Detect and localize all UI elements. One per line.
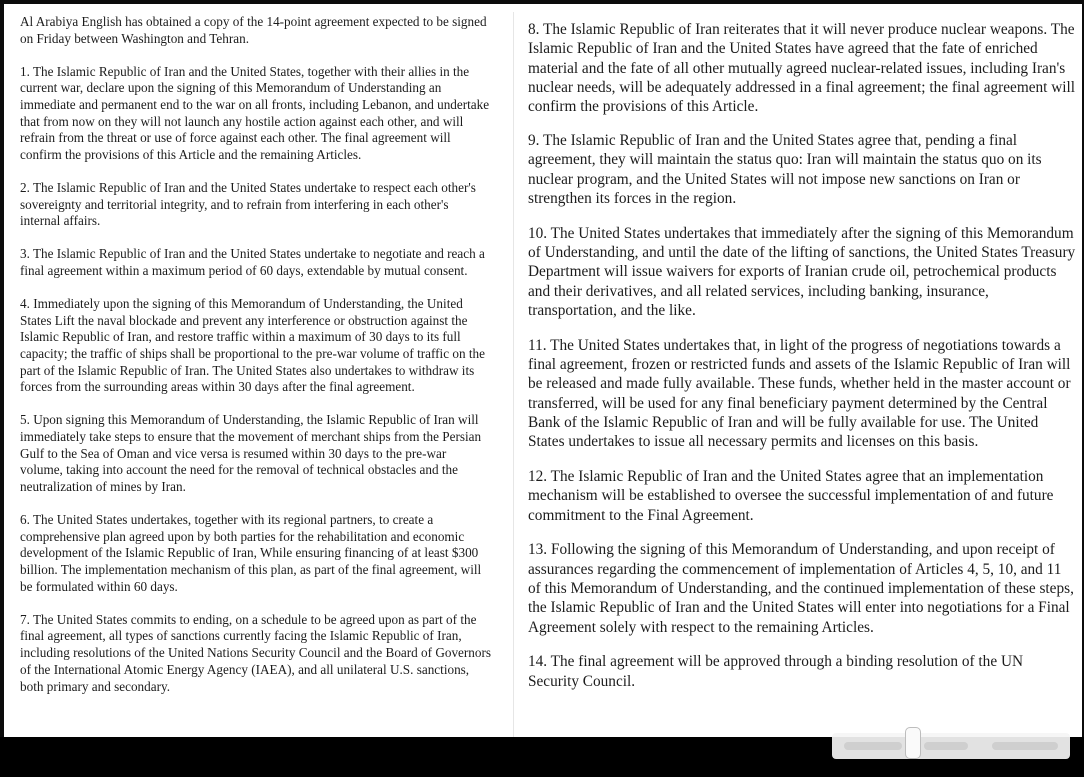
article-5: 5. Upon signing this Memorandum of Understanding, the Islamic Republic of Iran will immediately take steps to ensure that the movement of merchant ships from the Persian Gulf to the Sea of Oman and vice versa is resumed within 30 days to the pre-war volume, taking into account the need for the removal of technical obstacles and the neutralization of mines by Iran. (20, 412, 482, 495)
left-column (20, 14, 492, 711)
article-12: 12. The Islamic Republic of Iran and the United States agree that an implementation mechanism will be established to oversee the successful implementation of and future commitment to the Final Agreement. (528, 467, 1054, 524)
article-7: 7. The United States commits to ending, on a schedule to be agreed upon as part of the final agreement, all types of sanctions currently facing the Islamic Republic of Iran, including resolutions of the United Nations Security Council and the Board of Governors of the International Atomic Energy Agency (IAEA), and all unilateral U.S. sanctions, both primary and secondary. (20, 611, 492, 694)
column-divider (513, 12, 514, 737)
article-1: 1. The Islamic Republic of Iran and the United States, together with their allies in the current war, declare upon the signing of this Memorandum of Understanding an immediate and permanent end to the war on all fronts, including Lebanon, and undertake that from now on they will not launch any hostile action against each other, and will refrain from the threat or use of force against each other. The final agreement will confirm the provisions of this Article and the remaining Articles. (20, 63, 490, 163)
document-page (4, 4, 1082, 737)
article-13: 13. Following the signing of this Memorandum of Understanding, and upon receipt of assurances regarding the commencement of implementation of Articles 4, 5, 10, and 11 of this Memorandum of Understanding, and the continued implementation of these steps, the Islamic Republic of Iran and the United States will enter into negotiations for a Final Agreement solely with respect to the remaining Articles. (528, 541, 1074, 636)
article-10: 10. The United States undertakes that immediately after the signing of this Memorandum of Understanding, and until the date of the lifting of sanctions, the United States Treasury Department will issue waivers for exports of Iranian crude oil, petrochemical products and their derivatives, and all related services, including banking, insurance, transportation, and the like. (528, 224, 1076, 319)
article-2: 2. The Islamic Republic of Iran and the United States undertake to respect each other's sovereignty and territorial integrity, and to refrain from interfering in each other's internal affairs. (20, 180, 476, 229)
article-8: 8. The Islamic Republic of Iran reiterates that it will never produce nuclear weapons. The Islamic Republic of Iran and the United States have agreed that the fate of enriched material and the fate of all other mutually agreed nuclear-related issues, including Iran's nuclear needs, will be adequately addressed in a final agreement; the final agreement will confirm the provisions of this Article. (528, 21, 1076, 116)
article-14: 14. The final agreement will be approved through a binding resolution of the UN Security Council. (528, 653, 1024, 690)
article-3: 3. The Islamic Republic of Iran and the United States undertake to negotiate and reach a final agreement within a maximum period of 60 days, extendable by mutual consent. (20, 246, 485, 278)
article-9: 9. The Islamic Republic of Iran and the United States agree that, pending a final agreement, they will maintain the status quo: Iran will maintain the status quo on its nuclear program, and the United States will not impose new sanctions on Iran or strengthen its forces in the region. (528, 131, 1042, 207)
article-11: 11. The United States undertakes that, in light of the progress of negotiations towards a final agreement, frozen or restricted funds and assets of the Islamic Republic of Iran will be released and made fully available. These funds, whether held in the master account or transferred, will be used for any final beneficiary payment determined by the Central Bank of the Islamic Republic of Iran and will be fully available for use. The United States undertakes to issue all necessary permits and licenses on this basis. (528, 336, 1071, 451)
watermark-logo (832, 733, 1070, 759)
right-column (528, 20, 1076, 707)
article-4: 4. Immediately upon the signing of this Memorandum of Understanding, the United States Lift the naval blockade and prevent any interference or obstruction against the Islamic Republic of Iran, and restore traffic within a maximum of 30 days to its full capacity; the traffic of ships shall be proportional to the pre-war volume of traffic on the part of the Islamic Republic of Iran. The United States also undertakes to withdraw its forces from the surrounding areas within 30 days after the final agreement. (20, 295, 485, 395)
intro-paragraph: Al Arabiya English has obtained a copy of the 14-point agreement expected to be signed on Friday between Washington and Tehran. (20, 14, 487, 46)
article-6: 6. The United States undertakes, together with its regional partners, to create a comprehensive plan agreed upon by both parties for the rehabilitation and economic development of the Islamic Republic of Iran, While ensuring financing of at least $300 billion. The implementation mechanism of this plan, as part of the final agreement, will be formulated within 60 days. (20, 512, 482, 594)
